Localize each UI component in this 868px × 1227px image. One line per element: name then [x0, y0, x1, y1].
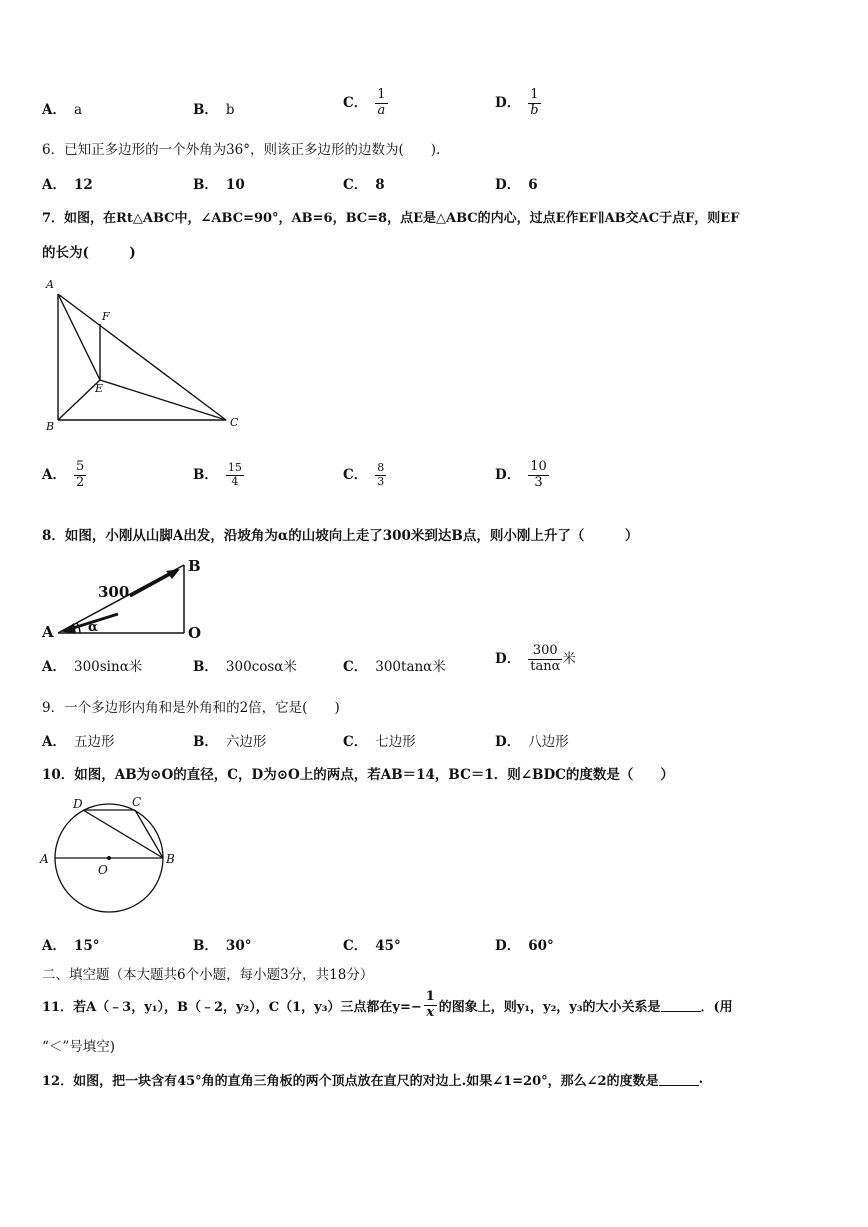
segment-ac	[58, 294, 226, 420]
option-label: D．	[495, 938, 521, 954]
q7-triangle-figure	[40, 278, 250, 438]
option-text: 15°	[73, 938, 100, 954]
fraction	[375, 462, 386, 488]
option-suffix: 米	[562, 650, 576, 667]
q6-option-c	[343, 173, 385, 193]
q8-option-c	[343, 655, 446, 675]
label-a: A	[46, 278, 54, 291]
q10-circle-figure	[38, 792, 188, 922]
q11-text-part1: 11．若A（﹣3，y₁），B（﹣2，y₂），C（1，y₃）三点都在y=−	[42, 999, 422, 1015]
numerator: 15	[227, 461, 242, 474]
q9-option-b	[193, 730, 266, 750]
option-text: 60°	[528, 938, 554, 954]
numerator: 1	[528, 88, 540, 104]
q9-option-c	[343, 730, 416, 750]
label-a: A	[42, 623, 54, 641]
denominator: b	[530, 102, 539, 118]
q7-option-c	[343, 462, 386, 488]
numerator: 300	[528, 644, 562, 660]
numerator: 10	[530, 459, 547, 474]
option-label: D．	[495, 94, 521, 111]
option-text: 八边形	[528, 734, 569, 750]
q9-option-d	[495, 730, 569, 750]
option-text: b	[225, 102, 235, 118]
option-label: B．	[193, 466, 218, 483]
q10-stem: 10．如图，AB为⊙O的直径，C，D为⊙O上的两点，若AB＝14，BC＝1．则∠BDC的度数是（ ）	[42, 767, 674, 783]
denominator: tanα	[530, 658, 561, 674]
center-point	[107, 856, 111, 860]
q7-option-a	[42, 460, 86, 491]
label-f: F	[102, 310, 110, 323]
label-distance: 300	[98, 583, 130, 601]
label-d: D	[73, 797, 83, 811]
numerator: 8	[377, 461, 385, 474]
q8-option-b	[193, 655, 297, 675]
segment-ce	[100, 380, 226, 420]
option-text: 45°	[375, 938, 401, 954]
option-text: 300cosα米	[225, 659, 297, 675]
q10-option-c	[343, 934, 401, 954]
q12-stem	[42, 1070, 703, 1089]
label-b: B	[166, 852, 175, 866]
section-title: 二、填空题（本大题共6个小题，每小题3分，共18分）	[42, 967, 374, 983]
option-text: 300tanα米	[375, 659, 446, 675]
option-label: D．	[495, 734, 521, 750]
fraction	[375, 88, 387, 119]
q11-text-part3: ．(用	[700, 999, 733, 1015]
q10-option-b	[193, 934, 251, 954]
option-text: 五边形	[73, 734, 115, 750]
q9-stem: 9．一个多边形内角和是外角和的2倍，它是( )	[42, 700, 340, 716]
option-text: 6	[528, 177, 538, 193]
denominator: a	[377, 102, 386, 118]
option-label: D．	[495, 466, 521, 483]
denominator: 4	[231, 474, 239, 488]
segment-db	[83, 810, 163, 858]
option-label: D．	[495, 177, 521, 193]
q7-option-d	[495, 460, 549, 491]
label-e: E	[95, 382, 104, 395]
q7-stem-line2: 的长为( )	[42, 245, 136, 261]
q6-option-d	[495, 173, 538, 193]
q11-stem-line2: “＜”号填空)	[42, 1039, 116, 1055]
q12-text-part1: 12．如图，把一块含有45°角的直角三角板的两个顶点放在直尺的对边上.如果∠1=20°，那么∠2的度数是	[42, 1074, 659, 1089]
option-text: 10	[225, 177, 245, 193]
q5-option-b	[193, 98, 235, 118]
option-text: a	[73, 102, 83, 118]
denominator: 3	[377, 474, 385, 488]
q7-stem-line1: 7．如图，在Rt△ABC中，∠ABC=90°，AB=6，BC=8，点E是△ABC的内心，过点E作EF∥AB交AC于点F，则EF	[42, 211, 740, 226]
option-label: A．	[42, 734, 66, 750]
q10-option-d	[495, 934, 554, 954]
fraction	[74, 460, 86, 491]
option-text: 七边形	[375, 734, 416, 750]
fraction	[528, 644, 562, 675]
numerator: 5	[75, 459, 85, 474]
q10-option-a	[42, 934, 100, 954]
denominator: 2	[75, 474, 85, 490]
answer-blank[interactable]	[659, 1073, 699, 1086]
q7-option-b	[193, 462, 244, 488]
q9-option-a	[42, 730, 114, 750]
denominator: x	[426, 1004, 435, 1020]
option-label: C．	[343, 94, 368, 111]
label-c: C	[132, 795, 142, 809]
segment-cb	[135, 810, 163, 858]
fraction	[528, 88, 540, 119]
option-label: B．	[193, 102, 218, 118]
segment-ae	[58, 294, 100, 380]
q5-option-a	[42, 98, 82, 118]
numerator: 1	[425, 989, 435, 1004]
q6-option-a	[42, 173, 93, 193]
label-b: B	[46, 420, 55, 433]
label-a: A	[40, 852, 49, 866]
label-angle: α	[88, 620, 99, 635]
arrow-up-shaft	[130, 573, 172, 596]
option-label: B．	[193, 938, 218, 954]
option-label: C．	[343, 734, 368, 750]
q11-text-part2: 的图象上，则y₁，y₂，y₃的大小关系是	[438, 999, 661, 1015]
q6-stem: 6．已知正多边形的一个外角为36°，则该正多边形的边数为( ).	[42, 142, 441, 158]
denominator: 3	[534, 474, 543, 490]
option-label: B．	[193, 734, 218, 750]
label-b: B	[188, 557, 201, 575]
option-label: C．	[343, 466, 368, 483]
q8-stem: 8．如图，小刚从山脚A出发，沿坡角为α的山坡向上走了300米到达B点，则小刚上升了（ ）	[42, 528, 639, 544]
option-label: C．	[343, 659, 368, 675]
q5-option-c	[343, 88, 388, 119]
option-label: D．	[495, 650, 521, 667]
option-text: 8	[375, 177, 385, 193]
fraction	[424, 990, 437, 1021]
q5-option-d	[495, 88, 541, 119]
option-label: A．	[42, 177, 66, 193]
fraction	[226, 462, 244, 488]
option-text: 30°	[225, 938, 252, 954]
fraction	[528, 460, 549, 491]
numerator: 1	[377, 87, 386, 102]
q11-stem	[42, 990, 733, 1021]
option-label: C．	[343, 177, 368, 193]
label-o: O	[188, 624, 202, 642]
option-label: A．	[42, 466, 66, 483]
option-label: A．	[42, 659, 66, 675]
q8-option-d	[495, 644, 576, 675]
q8-slope-figure	[40, 555, 220, 645]
segment-be	[58, 380, 100, 420]
label-c: C	[230, 416, 239, 429]
q8-option-a	[42, 655, 142, 675]
option-text: 12	[73, 177, 93, 193]
option-label: B．	[193, 177, 218, 193]
answer-blank[interactable]	[661, 999, 701, 1012]
q12-text-part2: .	[698, 1072, 704, 1087]
option-text: 300sinα米	[73, 659, 143, 675]
option-label: A．	[42, 938, 66, 954]
option-label: C．	[343, 938, 368, 954]
label-o: O	[98, 863, 108, 877]
option-label: B．	[193, 659, 218, 675]
option-text: 六边形	[225, 734, 267, 750]
option-label: A．	[42, 102, 66, 118]
arrow-down-head	[62, 623, 76, 633]
q6-option-b	[193, 173, 245, 193]
